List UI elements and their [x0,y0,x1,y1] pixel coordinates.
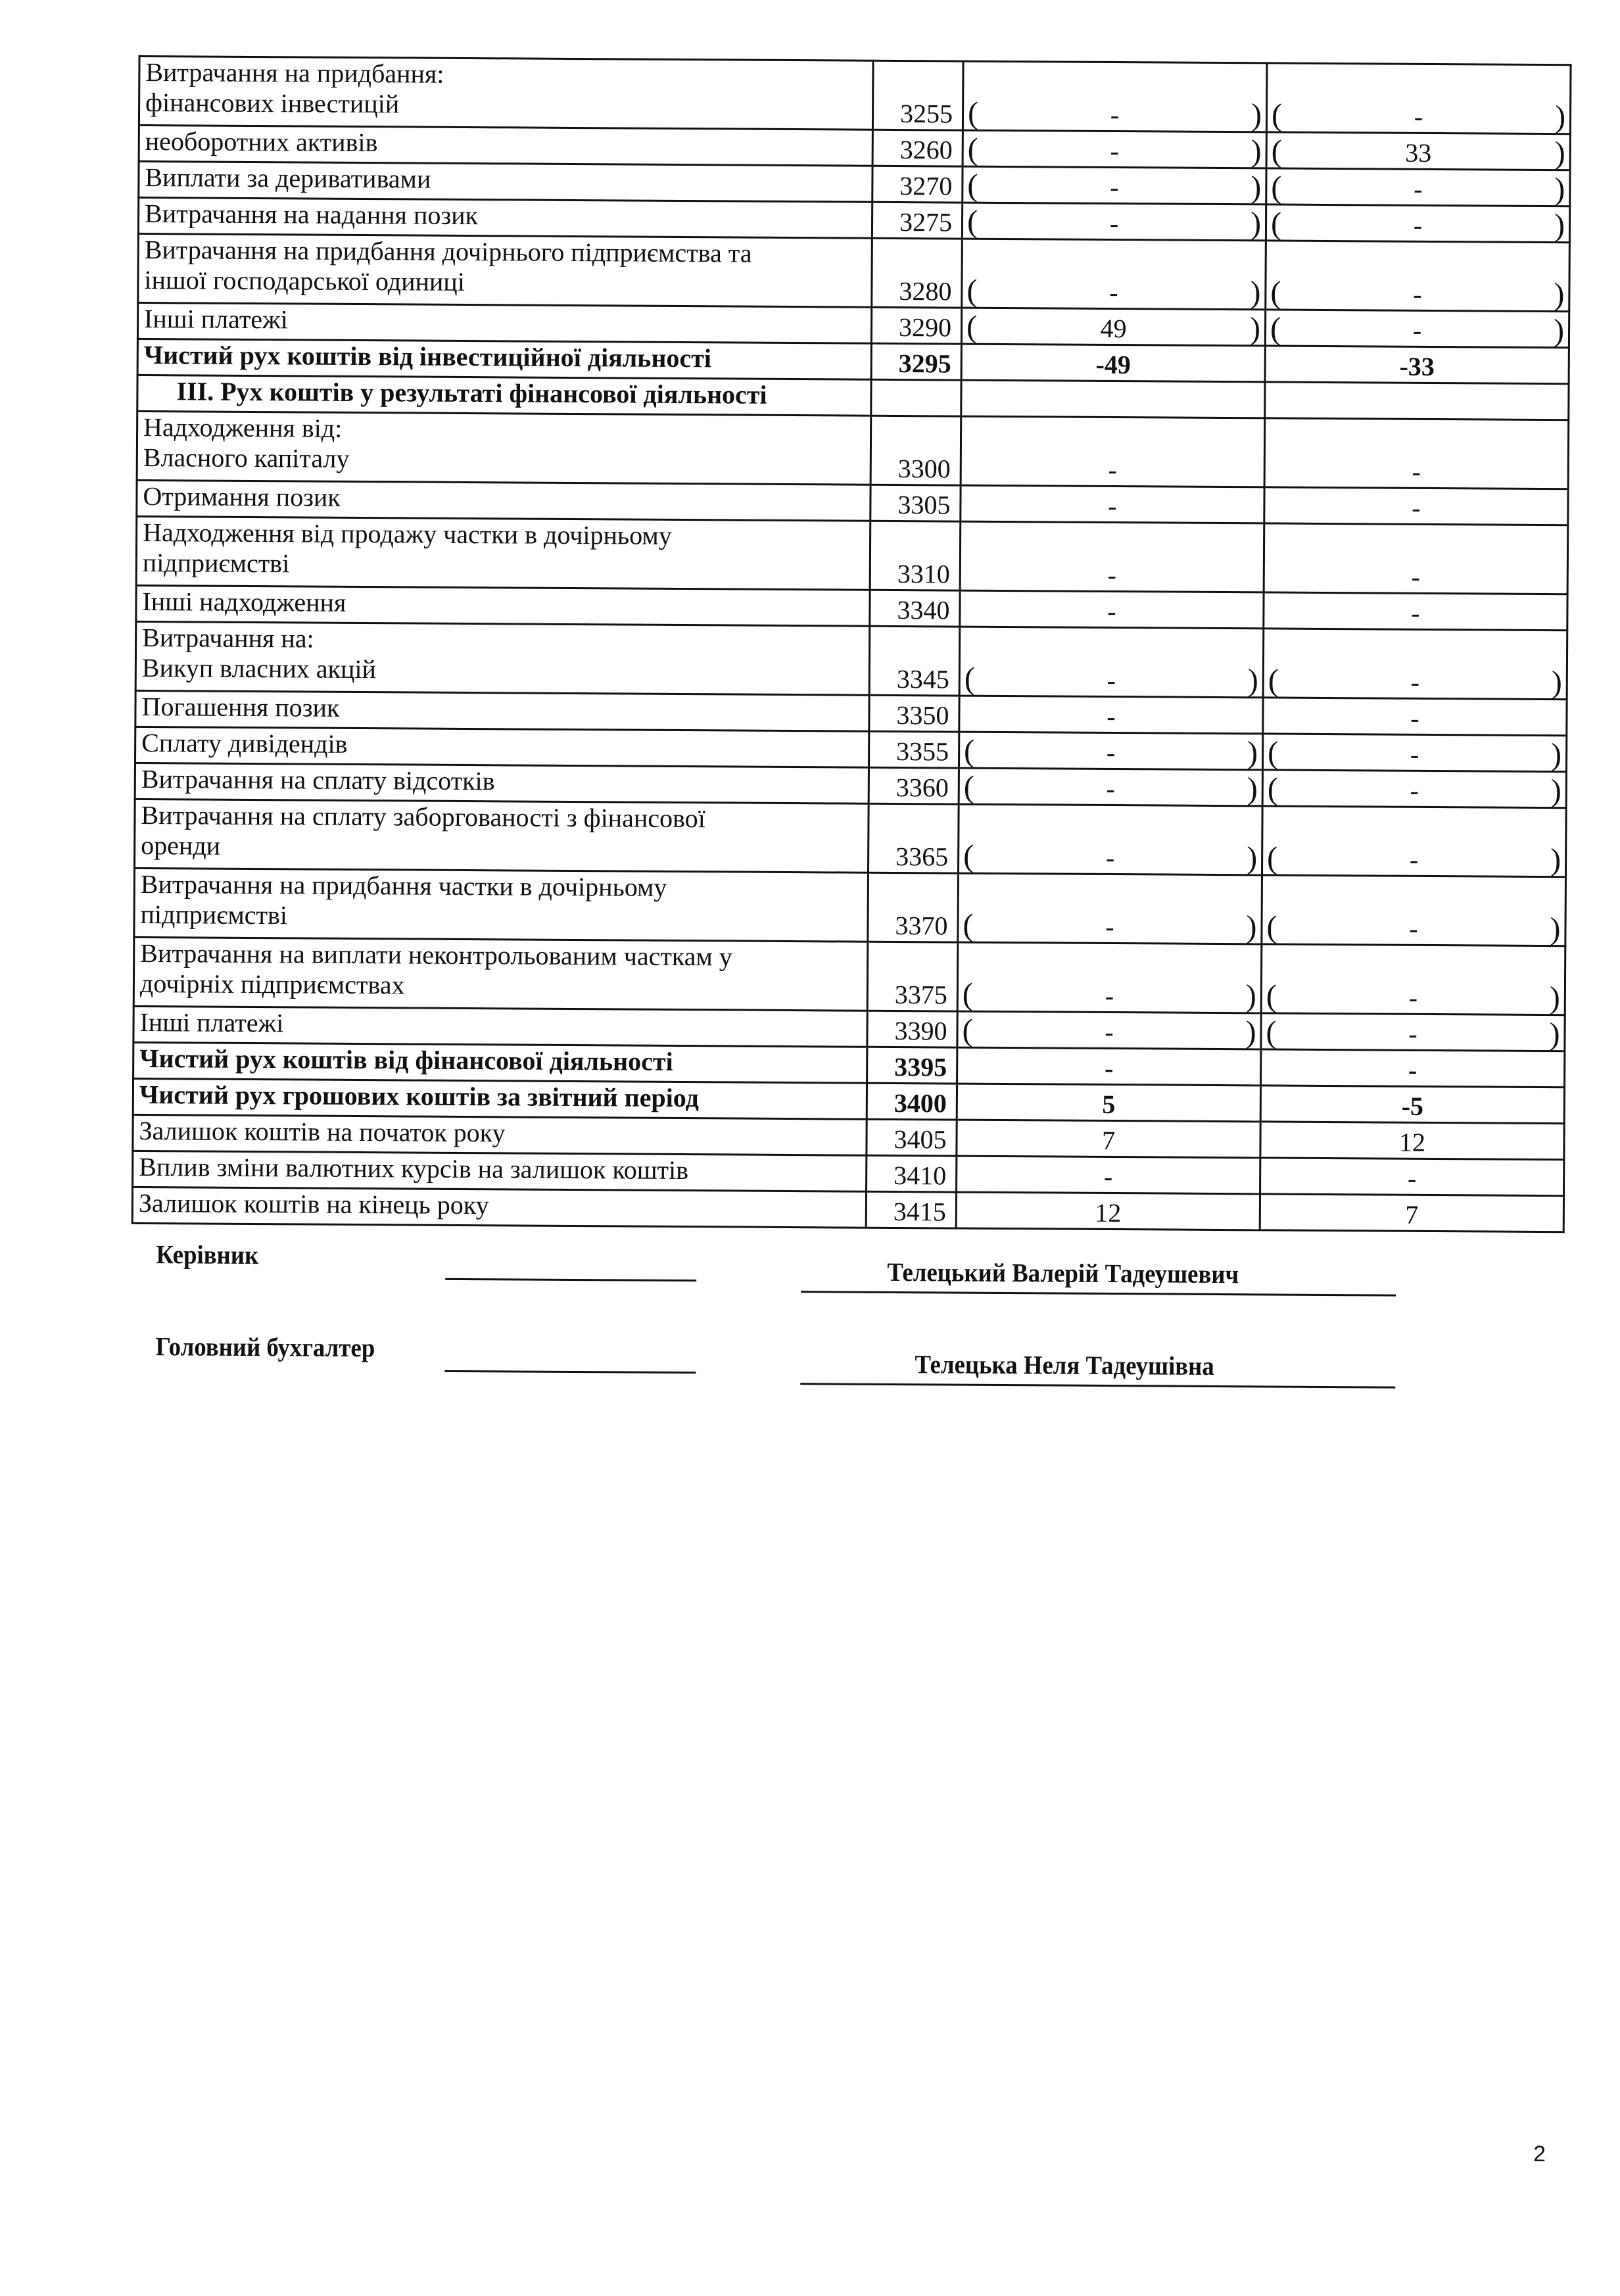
table-row [137,411,1569,489]
row-code: 3415 [866,1191,956,1228]
row-code: 3365 [869,803,959,873]
current-value: - [1109,208,1119,239]
open-paren: ( [966,309,978,345]
open-paren: ( [963,907,974,943]
previous-value: 33 [1405,137,1432,168]
previous-period-value-cell [1266,168,1570,206]
close-paren: ) [1549,980,1561,1016]
previous-value: - [1411,562,1421,592]
parenthesized-value [967,95,1262,133]
current-value: - [1105,1016,1114,1047]
open-paren: ( [964,661,975,696]
parenthesized-value [963,769,1258,807]
description-line: Власного капіталу [143,442,350,473]
row-code: 3305 [870,485,961,521]
close-paren: ) [1550,737,1562,773]
row-code: 3345 [869,626,960,696]
open-paren: ( [963,769,974,805]
open-paren: ( [1266,909,1277,945]
current-value: - [1105,980,1114,1011]
previous-value: 12 [1398,1127,1426,1157]
open-paren: ( [1267,771,1278,807]
row-code: 3270 [872,166,963,203]
close-paren: ) [1247,735,1258,771]
parenthesized-value [1268,773,1561,807]
close-paren: ) [1245,1015,1256,1050]
current-value: 12 [1095,1197,1122,1228]
description-line: Викуп власних акцій [141,652,377,684]
parenthesized-value [1268,737,1561,771]
description-line: III. Рух коштів у результаті фінансової діяльності [176,376,767,410]
row-description [133,937,868,1011]
description-line: Інші платежі [143,303,288,335]
row-code: 3400 [867,1083,957,1120]
previous-value: - [1407,1163,1417,1193]
description-line: Сплату дивідендів [141,727,348,759]
description-line: Витрачання на сплату відсотків [141,763,495,796]
close-paren: ) [1551,665,1562,700]
open-paren: ( [1271,170,1282,205]
current-value: 49 [1100,313,1127,344]
current-value: - [1109,277,1118,308]
open-paren: ( [1270,275,1281,310]
current-value: - [1107,701,1116,732]
close-paren: ) [1251,133,1262,169]
current-value: - [1105,842,1115,873]
previous-value: -5 [1401,1091,1424,1121]
current-value: - [1107,665,1116,696]
row-code: 3390 [867,1011,957,1047]
close-paren: ) [1245,978,1257,1014]
previous-period-value-cell [1266,204,1569,243]
row-description [136,516,870,590]
current-value: - [1110,172,1119,203]
parenthesized-value [967,170,1261,204]
previous-period-value-cell [1263,629,1567,700]
open-paren: ( [1267,735,1279,771]
row-description [135,799,869,873]
row-description [139,56,873,130]
previous-value: - [1412,492,1421,523]
current-value: 5 [1102,1089,1116,1120]
current-period-value-cell [962,239,1266,310]
previous-period-value-cell [1260,1194,1563,1232]
row-description [137,302,871,343]
current-period-value-cell [960,521,1264,592]
close-paren: ) [1249,311,1261,347]
current-value: - [1106,737,1116,768]
chief-accountant-title: Головний бухгалтер [155,1331,375,1363]
chief-accountant-signature-line [444,1370,696,1374]
row-description [133,1078,867,1119]
open-paren: ( [963,838,974,874]
parenthesized-value [1266,980,1560,1014]
open-paren: ( [1271,97,1283,133]
current-value: 7 [1101,1125,1116,1156]
description-line: Виплати за деривативами [145,162,431,194]
previous-period-value-cell [1262,770,1566,808]
row-code: 3275 [872,202,962,239]
page-number: 2 [1533,2141,1546,2167]
row-code: 3340 [870,590,960,627]
description-line: Чистий рух коштів від інвестиційної діяльності [143,339,712,373]
description-line: Витрачання на: [142,622,314,654]
row-code: 3360 [869,767,959,804]
close-paren: ) [1554,277,1565,312]
row-description [135,621,870,695]
row-description [133,1151,867,1191]
table-row [139,56,1571,133]
row-code: 3375 [867,942,958,1011]
open-paren: ( [1271,133,1282,169]
description-line: Надходження від: [143,412,343,443]
parenthesized-value [966,309,1261,347]
parenthesized-value [966,275,1260,309]
description-line: Витрачання на виплати неконтрольованим часткам у [140,938,732,972]
previous-value: - [1411,598,1420,628]
description-line: оренди [141,830,221,861]
table-row [138,233,1570,311]
row-code: 3300 [870,416,961,485]
previous-value: - [1413,279,1422,309]
previous-value: -33 [1399,351,1435,381]
open-paren: ( [967,132,978,167]
current-period-value-cell [962,203,1266,241]
previous-value: - [1410,739,1419,769]
open-paren: ( [1268,663,1279,698]
open-paren: ( [1270,311,1281,347]
parenthesized-value [1268,665,1562,698]
close-paren: ) [1554,208,1565,243]
director-title: Керівник [156,1239,259,1270]
current-period-value-cell [957,942,1262,1013]
open-paren: ( [963,733,975,769]
open-paren: ( [967,168,978,203]
row-description [135,690,869,731]
open-paren: ( [1270,206,1282,241]
close-paren: ) [1246,909,1257,945]
previous-value: - [1409,844,1419,874]
current-value: - [1108,454,1118,485]
description-line: фінансових інвестицій [145,87,400,119]
row-description [138,233,872,307]
current-value: - [1110,135,1120,166]
description-line: Витрачання на сплату заборгованості з фінансової [141,800,705,834]
close-paren: ) [1553,313,1565,348]
description-line: Залишок коштів на початок року [139,1115,506,1148]
previous-value: 7 [1405,1199,1419,1230]
row-code: 3355 [869,731,959,768]
previous-value: - [1414,101,1423,132]
current-period-value-cell [961,416,1265,487]
parenthesized-value [1266,1016,1560,1050]
parenthesized-value [963,838,1258,876]
parenthesized-value [1267,842,1561,876]
previous-period-value-cell [1264,418,1569,489]
parenthesized-value [962,1015,1256,1049]
parenthesized-value [963,907,1257,945]
current-period-value-cell [959,804,1263,875]
row-description [137,480,870,521]
description-line: Витрачання на придбання дочірнього підприємства та [144,235,752,268]
table-row [133,937,1565,1015]
current-period-value-cell [961,380,1265,418]
current-period-value-cell [959,627,1264,698]
current-value: - [1108,490,1117,521]
description-line: Надходження від продажу частки в дочірньому [143,517,672,550]
close-paren: ) [1550,911,1561,947]
table-row [135,799,1567,876]
description-line: Чистий рух грошових коштів за звітний період [139,1079,700,1113]
previous-period-value-cell [1261,944,1565,1015]
row-description [133,1042,867,1083]
close-paren: ) [1550,773,1561,809]
previous-value: - [1414,174,1423,204]
current-period-value-cell [958,873,1262,944]
row-code: 3310 [870,521,961,590]
row-description [133,1006,867,1047]
previous-period-value-cell [1264,487,1568,525]
close-paren: ) [1251,97,1262,133]
description-line: підприємстві [140,899,288,930]
previous-period-value-cell [1264,592,1567,631]
previous-period-value-cell [1263,698,1567,736]
current-value: - [1103,1161,1113,1192]
parenthesized-value [963,733,1258,771]
parenthesized-value [1270,277,1564,310]
row-code: 3370 [868,873,959,942]
description-line: Залишок коштів на кінець року [138,1187,489,1220]
close-paren: ) [1247,663,1258,698]
row-description [139,125,872,166]
current-period-value-cell [957,1047,1261,1086]
row-code [871,379,961,416]
description-line: Отримання позик [143,481,341,512]
previous-period-value-cell [1260,1158,1564,1196]
previous-value: - [1408,1055,1418,1085]
close-paren: ) [1554,172,1565,207]
previous-value: - [1413,210,1423,240]
director-name: Телецький Валерій Тадеушевич [887,1256,1239,1289]
current-period-value-cell [963,61,1267,132]
open-paren: ( [1266,840,1278,876]
description-line: підприємстві [142,547,290,579]
previous-period-value-cell [1261,1013,1565,1051]
previous-value: - [1409,913,1418,944]
previous-period-value-cell [1262,875,1566,946]
current-period-value-cell [960,590,1264,629]
director-signature-line [445,1278,696,1281]
previous-period-value-cell [1266,132,1570,170]
row-code: 3295 [871,343,961,380]
row-code: 3405 [867,1119,957,1156]
close-paren: ) [1251,170,1262,205]
description-line: Погашення позик [141,691,340,723]
previous-period-value-cell [1261,1049,1565,1088]
previous-value: - [1410,775,1419,805]
current-period-value-cell [961,485,1264,523]
parenthesized-value [1272,99,1565,133]
previous-value: - [1412,456,1421,487]
current-period-value-cell [957,1011,1261,1049]
previous-period-value-cell [1266,63,1571,134]
row-description [137,375,871,416]
previous-period-value-cell [1260,1122,1564,1160]
table-row [135,621,1567,699]
row-code: 3290 [871,307,961,344]
row-code: 3410 [867,1155,957,1192]
current-period-value-cell [959,696,1263,734]
open-paren: ( [1266,1015,1277,1050]
close-paren: ) [1250,275,1261,310]
parenthesized-value [1270,313,1564,347]
row-description [139,161,872,202]
row-description [133,1114,867,1155]
parenthesized-value [1266,911,1560,945]
row-description [137,339,871,379]
open-paren: ( [967,95,979,131]
row-description [134,868,869,942]
description-line: Інші надходження [142,586,346,617]
parenthesized-value [965,663,1258,697]
description-line: Витрачання на надання позик [144,199,479,231]
previous-value: - [1410,703,1419,733]
open-paren: ( [966,273,978,308]
current-period-value-cell [956,1192,1260,1230]
row-description [135,727,869,767]
description-line: дочірніх підприємствах [139,968,405,1000]
description-line: іншої господарської одиниці [144,265,465,297]
description-line: Витрачання на придбання частки в дочірньому [140,869,667,902]
current-value: - [1110,99,1120,130]
current-period-value-cell [963,166,1266,204]
row-code: 3260 [872,130,963,166]
current-value: - [1105,911,1114,942]
close-paren: ) [1550,842,1561,878]
close-paren: ) [1247,840,1258,876]
description-line: Інші платежі [139,1007,284,1038]
cash-flow-table [131,55,1572,1233]
parenthesized-value [1272,135,1565,169]
row-description [136,585,870,626]
previous-value: - [1408,982,1418,1013]
previous-period-value-cell [1262,806,1566,877]
parenthesized-value [1271,208,1565,241]
open-paren: ( [962,976,974,1012]
current-period-value-cell [957,1156,1260,1194]
previous-period-value-cell [1260,1086,1564,1124]
previous-period-value-cell [1262,734,1566,772]
previous-period-value-cell [1266,241,1570,312]
previous-value: - [1408,1018,1418,1049]
row-code: 3350 [869,695,959,732]
previous-period-value-cell [1265,310,1569,348]
previous-period-value-cell [1265,382,1569,420]
description-line: необоротних активів [145,126,378,158]
open-paren: ( [966,204,978,239]
parenthesized-value [1271,172,1565,205]
row-code: 3255 [872,60,963,130]
row-description [137,411,871,485]
current-value: - [1107,596,1116,627]
row-code: 3280 [872,238,963,308]
description-line: Вплив зміни валютних курсів на залишок коштів [139,1151,689,1185]
open-paren: ( [1266,978,1277,1014]
close-paren: ) [1554,99,1566,135]
close-paren: ) [1250,206,1262,241]
chief-accountant-name-line [800,1383,1395,1389]
current-value: - [1104,1053,1114,1084]
close-paren: ) [1549,1016,1560,1052]
close-paren: ) [1554,135,1565,171]
chief-accountant-name: Телецька Неля Тадеушівна [915,1349,1214,1381]
parenthesized-value [962,976,1257,1014]
previous-period-value-cell [1264,523,1568,594]
director-name-line [801,1291,1396,1297]
current-period-value-cell [961,308,1265,346]
current-period-value-cell [963,130,1266,168]
open-paren: ( [962,1013,973,1048]
current-value: -49 [1095,349,1132,380]
description-line: Чистий рух коштів від фінансової діяльності [139,1043,673,1076]
previous-value: - [1410,667,1420,697]
row-description [135,763,869,803]
current-period-value-cell [959,768,1262,806]
current-value: - [1106,773,1116,804]
current-period-value-cell [957,1120,1260,1158]
parenthesized-value [967,206,1261,240]
description-line: Витрачання на придбання: [145,57,444,89]
parenthesized-value [968,134,1262,168]
current-period-value-cell [959,732,1262,770]
close-paren: ) [1247,771,1258,807]
row-description [132,1187,866,1228]
row-code: 3395 [867,1047,957,1084]
cash-flow-table-body [132,56,1571,1232]
previous-value: - [1412,315,1422,345]
current-period-value-cell [961,344,1265,382]
current-period-value-cell [957,1084,1260,1122]
previous-period-value-cell [1265,346,1569,384]
current-value: - [1107,560,1117,590]
row-description [138,197,872,238]
table-row [136,516,1568,594]
table-row [134,868,1566,945]
